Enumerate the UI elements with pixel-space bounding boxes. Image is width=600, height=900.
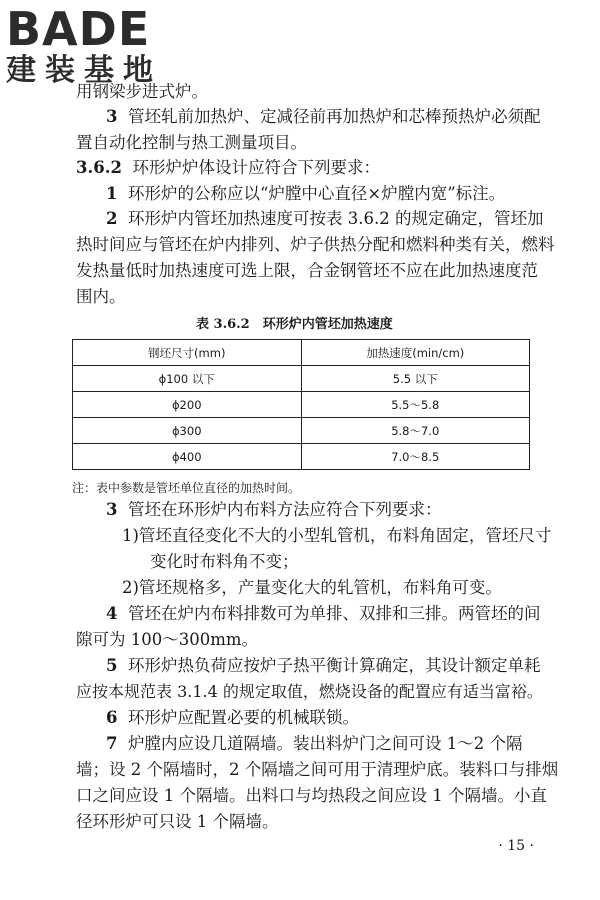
text-line: 径环形炉可只设 1 个隔墙。 [76, 812, 279, 831]
table-cell: ϕ400 [73, 444, 302, 470]
clause-text: 环形炉的公称应以“炉膛中心直径×炉膛内宽”标注。 [127, 184, 506, 203]
table-row [73, 366, 530, 392]
text-line: 口之间应设 1 个隔墙。出料口与均热段之间应设 1 个隔墙。小直 [76, 786, 547, 805]
table-note: 注：表中参数是管坯单位直径的加热时间。 [72, 481, 301, 495]
table-row [73, 392, 530, 418]
text-line: 变化时布料角不变； [150, 552, 299, 571]
table-cell: ϕ300 [73, 418, 302, 444]
section-title: 环形炉炉体设计应符合下列要求： [132, 158, 380, 177]
sub-item-2: 2)管坯规格多，产量变化大的轧管机，布料角可变。 [122, 578, 502, 597]
sub-item-1: 1)管坯直径变化不大的小型轧管机，布料角固定，管坯尺寸 [122, 526, 552, 545]
column-header: 加热速度(min/cm) [301, 340, 530, 366]
clause-7 [0, 734, 600, 754]
clause-text: 环形炉热负荷应按炉子热平衡计算确定，其设计额定单耗 [127, 656, 541, 675]
watermark-logo [6, 2, 162, 88]
logo-subtitle: 建装基地 [6, 53, 162, 88]
table-cell: 7.0～8.5 [301, 444, 530, 470]
logo-brand: BADE [6, 2, 151, 56]
clause-number: 3 [106, 107, 118, 126]
clause-number: 2 [106, 209, 118, 228]
clause-text: 管坯在环形炉内布料方法应符合下列要求： [127, 500, 442, 519]
table-row [73, 444, 530, 470]
clause-3b [0, 500, 600, 520]
table-caption: 表 3.6.2 环形炉内管坯加热速度 [196, 317, 393, 332]
clause-5 [0, 656, 600, 676]
text-line: 发热量低时加热速度可选上限，合金钢管坯不应在此加热速度范 [76, 261, 538, 280]
text-line: 隙可为 100～300mm。 [76, 630, 259, 649]
table-cell: ϕ200 [73, 392, 302, 418]
clause-2 [0, 209, 600, 229]
page-number: · 15 · [498, 838, 534, 854]
table-row [73, 418, 530, 444]
text-line: 墙；设 2 个隔墙时，2 个隔墙之间可用于清理炉底。装料口与排烟 [76, 760, 559, 779]
text-line: 热时间应与管坯在炉内排列、炉子供热分配和燃料种类有关，燃料 [76, 235, 555, 254]
text-line: 围内。 [76, 287, 126, 306]
clause-text: 环形炉应配置必要的机械联锁。 [127, 708, 359, 727]
text-line: 置自动化控制与热工测量项目。 [76, 133, 307, 152]
clause-number: 7 [106, 734, 118, 753]
clause-number: 1 [106, 184, 118, 203]
clause-number: 5 [106, 656, 118, 675]
clause-number: 6 [106, 708, 118, 727]
text-line: 应按本规范表 3.1.4 的规定取值，燃烧设备的配置应有适当富裕。 [76, 682, 543, 701]
table-cell: ϕ100 以下 [73, 366, 302, 392]
table-cell: 5.8～7.0 [301, 418, 530, 444]
clause-text: 环形炉内管坯加热速度可按表 3.6.2 的规定确定，管坯加 [127, 209, 544, 228]
clause-4 [0, 604, 600, 624]
clause-3 [0, 107, 600, 127]
section-3-6-2 [0, 158, 600, 178]
table-cell: 5.5 以下 [301, 366, 530, 392]
column-header: 钢坯尺寸(mm) [73, 340, 302, 366]
clause-text: 炉膛内应设几道隔墙。装出料炉门之间可设 1～2 个隔 [127, 734, 523, 753]
clause-6 [0, 708, 600, 728]
clause-text: 管坯轧前加热炉、定减径前再加热炉和芯棒预热炉必须配 [127, 107, 541, 126]
clause-number: 4 [106, 604, 118, 623]
table-cell: 5.5～5.8 [301, 392, 530, 418]
section-number: 3.6.2 [76, 158, 122, 177]
clause-1 [0, 184, 600, 204]
table-header-row [73, 340, 530, 366]
heating-speed-table [72, 339, 530, 470]
text-line: 用钢梁步进式炉。 [76, 82, 208, 101]
clause-text: 管坯在炉内布料排数可为单排、双排和三排。两管坯的间 [127, 604, 541, 623]
clause-number: 3 [106, 500, 118, 519]
